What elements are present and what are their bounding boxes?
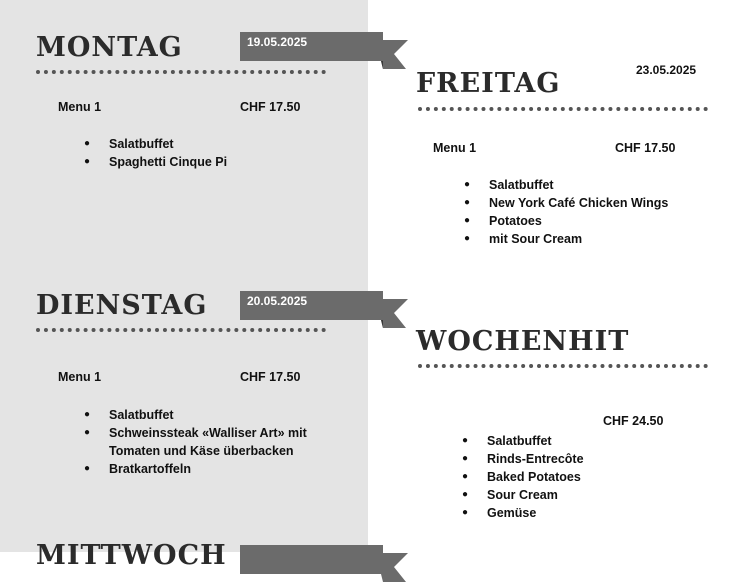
dotted-divider	[36, 328, 326, 332]
date-ribbon-mittwoch	[240, 545, 408, 583]
day-title-mittwoch: MITTWOCH	[36, 540, 227, 571]
menu-price-wochenhit: CHF 24.50	[603, 414, 664, 428]
menu-price-freitag: CHF 17.50	[615, 141, 676, 155]
day-title-montag: MONTAG	[36, 32, 183, 63]
list-item: ● New York Café Chicken Wings	[464, 194, 668, 212]
menu-label-freitag: Menu 1	[433, 141, 477, 155]
menu-items-freitag	[464, 176, 668, 248]
dotted-divider	[418, 364, 708, 368]
date-ribbon-dienstag	[240, 291, 408, 329]
list-item: ● Gemüse	[462, 504, 584, 522]
menu-price-montag: CHF 17.50	[240, 100, 301, 114]
day-title-dienstag: DIENSTAG	[36, 290, 208, 321]
day-title-freitag: FREITAG	[416, 68, 561, 99]
date-montag: 19.05.2025	[247, 35, 308, 49]
menu-items-dienstag	[84, 406, 314, 478]
menu-price-dienstag: CHF 17.50	[240, 370, 301, 384]
menu-label-montag: Menu 1	[58, 100, 102, 114]
list-item: ● Spaghetti Cinque Pi	[84, 153, 227, 171]
dotted-divider	[418, 107, 708, 111]
list-item: ● Salatbuffet	[84, 135, 227, 153]
list-item: ● Sour Cream	[462, 486, 584, 504]
list-item: ● mit Sour Cream	[464, 230, 668, 248]
date-freitag: 23.05.2025	[636, 63, 697, 77]
list-item: ● Rinds-Entrecôte	[462, 450, 584, 468]
list-item: ● Schweinssteak «Walliser Art» mit Tomaten und Käse überbacken	[84, 424, 314, 460]
ribbon-shape	[240, 545, 408, 583]
list-item: ● Salatbuffet	[464, 176, 668, 194]
list-item: ● Potatoes	[464, 212, 668, 230]
date-dienstag: 20.05.2025	[247, 294, 308, 308]
date-ribbon-montag	[240, 32, 408, 70]
menu-items-wochenhit	[462, 432, 584, 522]
list-item: ● Bratkartoffeln	[84, 460, 314, 478]
list-item: ● Salatbuffet	[462, 432, 584, 450]
day-title-wochenhit: WOCHENHIT	[416, 326, 630, 357]
dotted-divider	[36, 70, 326, 74]
list-item: ● Salatbuffet	[84, 406, 314, 424]
list-item: ● Baked Potatoes	[462, 468, 584, 486]
menu-label-dienstag: Menu 1	[58, 370, 102, 384]
menu-items-montag	[84, 135, 227, 171]
